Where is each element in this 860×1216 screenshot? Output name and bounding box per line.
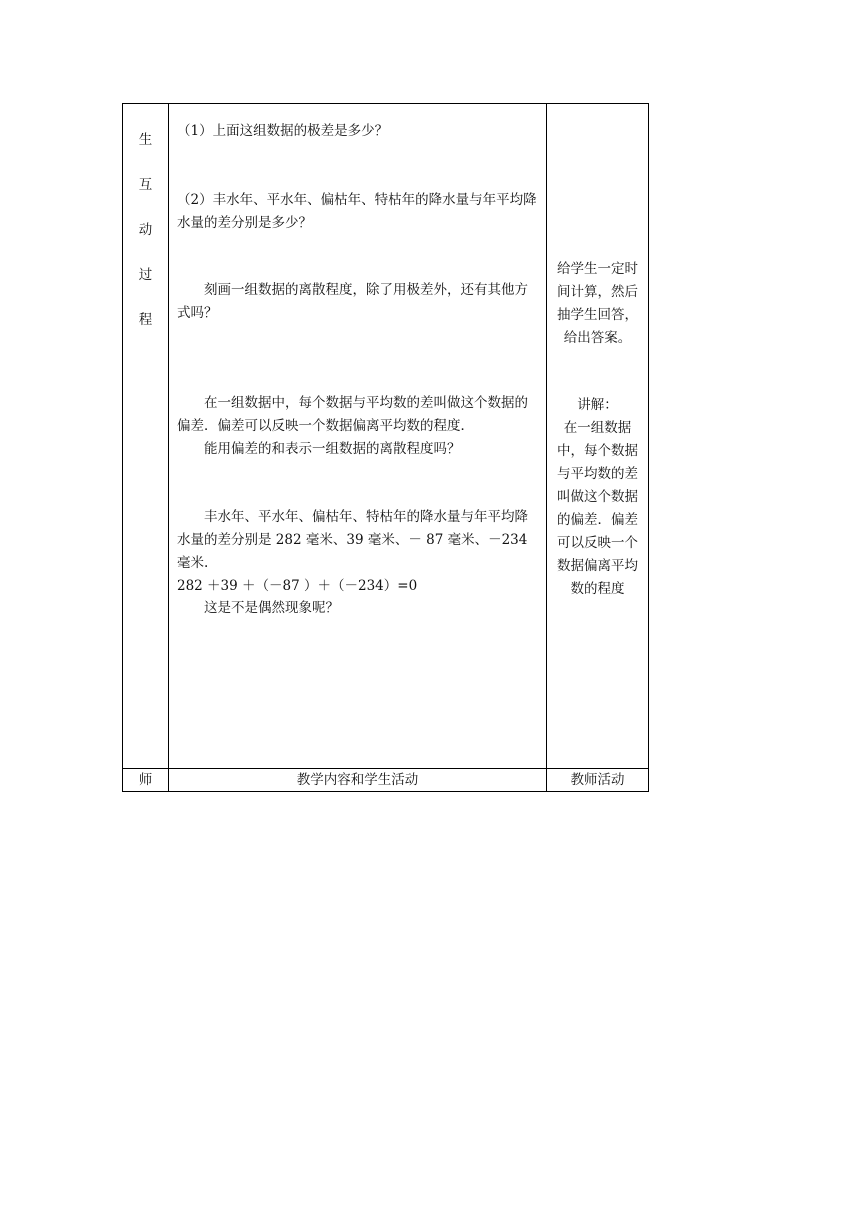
teacher-activity-cell [547, 104, 649, 769]
sum-equation: 282 ＋39 ＋（－87 ）＋（－234）=0 [177, 578, 418, 594]
footer-row [123, 769, 649, 792]
main-row [123, 104, 649, 769]
side-label-cell [123, 104, 169, 769]
footer-col-1: 师 [123, 769, 169, 792]
differences-paragraph: 丰水年、平水年、偏枯年、特枯年的降水量与年平均降水量的差分别是 282 毫米、39 毫米、－ 87 毫米、－234 毫米. [177, 509, 528, 571]
coincidence-question: 这是不是偶然现象呢？ [204, 600, 339, 616]
content-cell [169, 104, 547, 769]
teacher-note-1: 给学生一定时间计算，然后抽学生回答，给出答案。 [557, 261, 638, 346]
footer-col-2: 教学内容和学生活动 [169, 769, 547, 792]
teacher-note-2-body: 在一组数据中，每个数据与平均数的差叫做这个数据的偏差．偏差可以反映一个数据偏离平均数的程度 [557, 420, 638, 597]
footer-col-3: 教师活动 [547, 769, 649, 792]
deviation-definition: 在一组数据中，每个数据与平均数的差叫做这个数据的偏差．偏差可以反映一个数据偏离平均数的程度． [177, 395, 528, 434]
teacher-note-2-title: 讲解： [577, 397, 618, 413]
side-label-char: 生 [138, 132, 153, 148]
side-label-char: 动 [138, 222, 153, 238]
dispersion-question: 刻画一组数据的离散程度，除了用极差外，还有其他方式吗？ [177, 282, 528, 321]
side-label-char: 过 [138, 267, 153, 283]
lesson-table [122, 103, 649, 792]
side-label-char: 程 [138, 312, 153, 328]
side-label-char: 互 [138, 177, 153, 193]
deviation-sum-question: 能用偏差的和表示一组数据的离散程度吗？ [204, 441, 461, 457]
question-2: （2）丰水年、平水年、偏枯年、特枯年的降水量与年平均降水量的差分别是多少？ [177, 192, 537, 231]
question-1: （1）上面这组数据的极差是多少？ [177, 123, 389, 139]
